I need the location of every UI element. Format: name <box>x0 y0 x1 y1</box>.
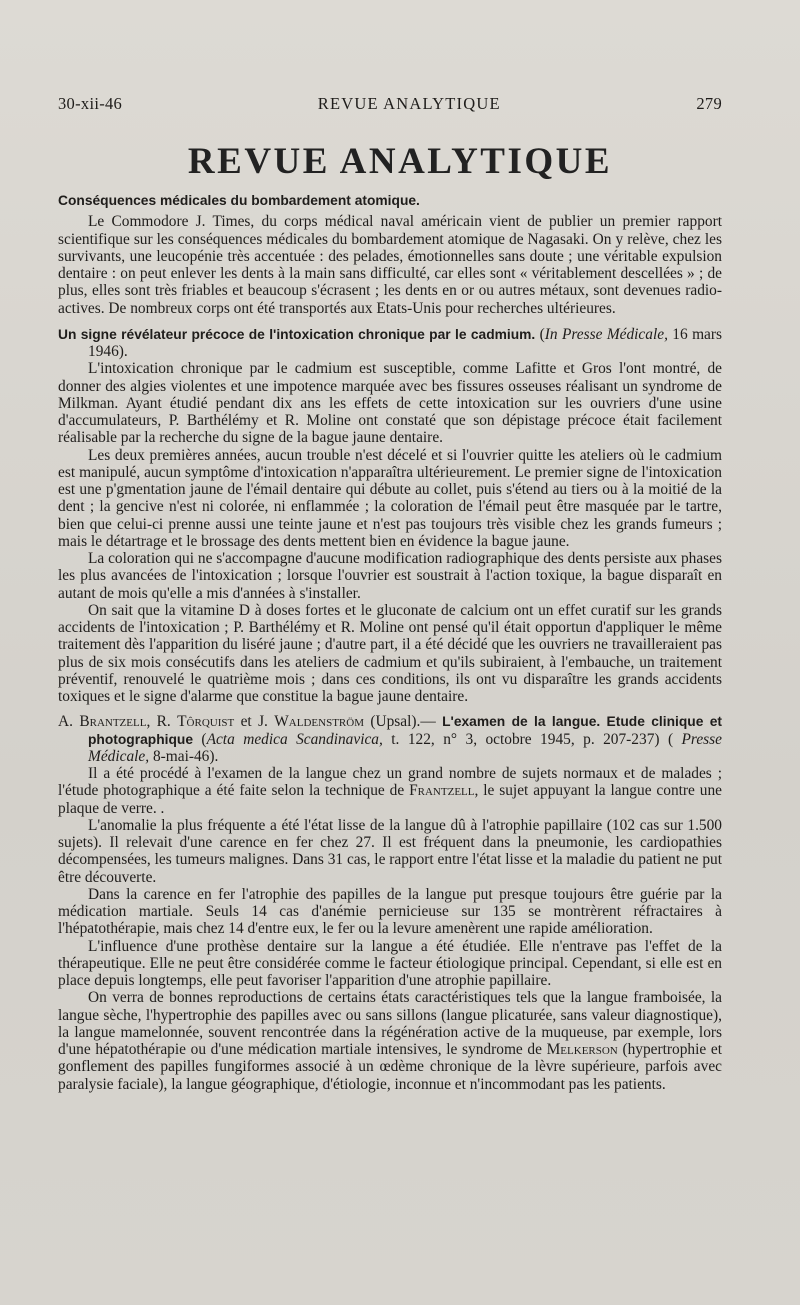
author-name: Waldenström <box>274 713 364 731</box>
page-number: 279 <box>696 94 722 113</box>
paragraph: L'anomalie la plus fréquente a été l'état lisse de la langue dû à l'atrophie papillaire (102 cas sur 1.500 sujets). Il relevait d'une carence en fer chez 27. Il est fréquent dans la pneumonie, les cardiopathies décompensées, les tumeurs malignes. Dans 31 cas, le rapport entre l'état lisse et la maladie du patient ne put être découverte. <box>58 816 722 886</box>
author-name: Brantzell <box>79 713 147 731</box>
paragraph: On sait que la vitamine D à doses fortes et le gluconate de calcium ont un effet curatif sur les grands accidents de l'intoxication ; P. Barthélémy et R. Moline ont pensé qu'il était opportun d'appliquer le même traitement dès l'apparition du liséré jaune ; d'autre part, il a été décidé que les ouvriers ne travailleraient pas plus de six mois consécutifs dans les ateliers de cadmium et qu'ils subiraient, à l'embauche, un traitement préventif, renouvelé le quatrième mois ; dans ces conditions, ils ont vu disparaître les grands accidents toxiques et le signe d'alarme que constitue la bague jaune dentaire. <box>58 601 722 705</box>
author-name: Melkerson <box>546 1041 618 1058</box>
header-journal-title: REVUE ANALYTIQUE <box>317 94 501 113</box>
paragraph: Les deux premières années, aucun trouble n'est décelé et si l'ouvrier quitte les ateliers où le cadmium est manipulé, aucun symptôme d'intoxication n'apparaîtra ultérieurement. Le premier signe de l'intoxication est une p'gmentation jaune de l'émail dentaire qui débute au collet, puis s'étend au tiers ou à la moitié de la dent ; la gencive n'est ni colorée, ni enflammée ; la coloration de l'émail peut être masquée par le tartre, bien que celui-ci prenne aussi une teinte jaune et n'est pas toujours très visible chez les grands fumeurs ; mais le détartrage et le brossage des dents mettent bien en évidence la bague jaune. <box>58 446 722 550</box>
section-heading-atomic: Conséquences médicales du bombardement atomique. <box>58 193 420 208</box>
running-header <box>58 94 722 114</box>
author-name: Frantzell <box>409 782 475 800</box>
paragraph: Le Commodore J. Times, du corps médical naval américain vient de publier un premier rapport scientifique sur les conséquences médicales du bombardement atomique de Nagasaki. On y relève, chez les survivants, une leucopénie très accentuée : des pelades, émotionnelles sans doute ; une véritable expulsion dentaire : on peut enlever les dents à la main sans difficulté, car elles sont « véritablement descellées » ; de plus, elles sont très friables et beaucoup s'écrasent ; les dents en or ou autres métaux, sont devenues radio-actives. De nombreux corps ont été transportés aux Etats-Unis pour recherches ultérieures. <box>58 213 722 317</box>
header-date: 30-xii-46 <box>58 94 123 113</box>
section-heading-langue: A. Brantzell, R. Tôrquist et J. Waldenström (Upsal).— L'examen de la langue. Etude clinique et photographique (Acta medica Scandinavica, t. 122, n° 3, octobre 1945, p. 207-237) ( Presse Médicale, 8-mai-46). <box>58 713 722 765</box>
paragraph: On verra de bonnes reproductions de certains états caractéristiques tels que la langue framboisée, la langue sèche, l'hypertrophie des papilles avec ou sans sillons (langue plicaturée, sans valeur diagnostique), la langue mamelonnée, souvent rencontrée dans la régénération active de la muqueuse, par exemple, lors d'une hépatothérapie ou d'une médication martiale intensives, le syndrome de Melkerson (hypertrophie et gonflement des papilles fungiformes associé à un œdème chronique de la lèvre supérieure, parfois avec paralysie faciale), la langue géographique, d'étiologie, inconnue et n'incommodant pas les patients. <box>58 989 722 1093</box>
paragraph: Il a été procédé à l'examen de la langue chez un grand nombre de sujets normaux et de malades ; l'étude photographique a été faite selon la technique de Frantzell, le sujet appuyant la langue contre une plaque de verre. . <box>58 765 722 817</box>
paragraph: La coloration qui ne s'accompagne d'aucune modification radiographique des dents persiste aux phases les plus avancées de l'intoxication ; lorsque l'ouvrier est soustrait à l'action toxique, la bague disparaît en autant de mois qu'elle a mis d'années à s'installer. <box>58 550 722 602</box>
article-body <box>58 192 722 1093</box>
author-name: Tôrquist <box>177 713 235 731</box>
paragraph: Dans la carence en fer l'atrophie des papilles de la langue put presque toujours être guérie par la médication martiale. Seuls 14 cas d'anémie pernicieuse sur 135 se montrèrent réfractaires à l'hépatothérapie, mais chez 14 d'entre eux, le fer ou la levure amenèrent une rapide amélioration. <box>58 885 722 938</box>
section-heading-cadmium: Un signe révélateur précoce de l'intoxication chronique par le cadmium. (In Presse Médicale, 16 mars 1946). <box>58 325 722 360</box>
page-title: REVUE ANALYTIQUE <box>187 141 613 182</box>
paragraph: L'intoxication chronique par le cadmium est susceptible, comme Lafitte et Gros l'ont montré, de donner des algies violentes et une impotence marquée avec bes fissures osseuses réalisant un syndrome de Milkman. Ayant étudié pendant dix ans les effets de cette intoxication sur les ouvriers d'une usine d'accumulateurs, P. Barthélémy et R. Moline ont constaté que son dépistage précoce était facilement réalisable par la recherche du signe de la bague jaune dentaire. <box>58 360 722 447</box>
paragraph: L'influence d'une prothèse dentaire sur la langue a été étudiée. Elle n'entrave pas l'effet de la thérapeutique. Elle ne peut être considérée comme le facteur étiologique principal. Cependant, si elle est en place depuis longtemps, elle peut favoriser l'apparition d'une atrophie papillaire. <box>58 937 722 989</box>
